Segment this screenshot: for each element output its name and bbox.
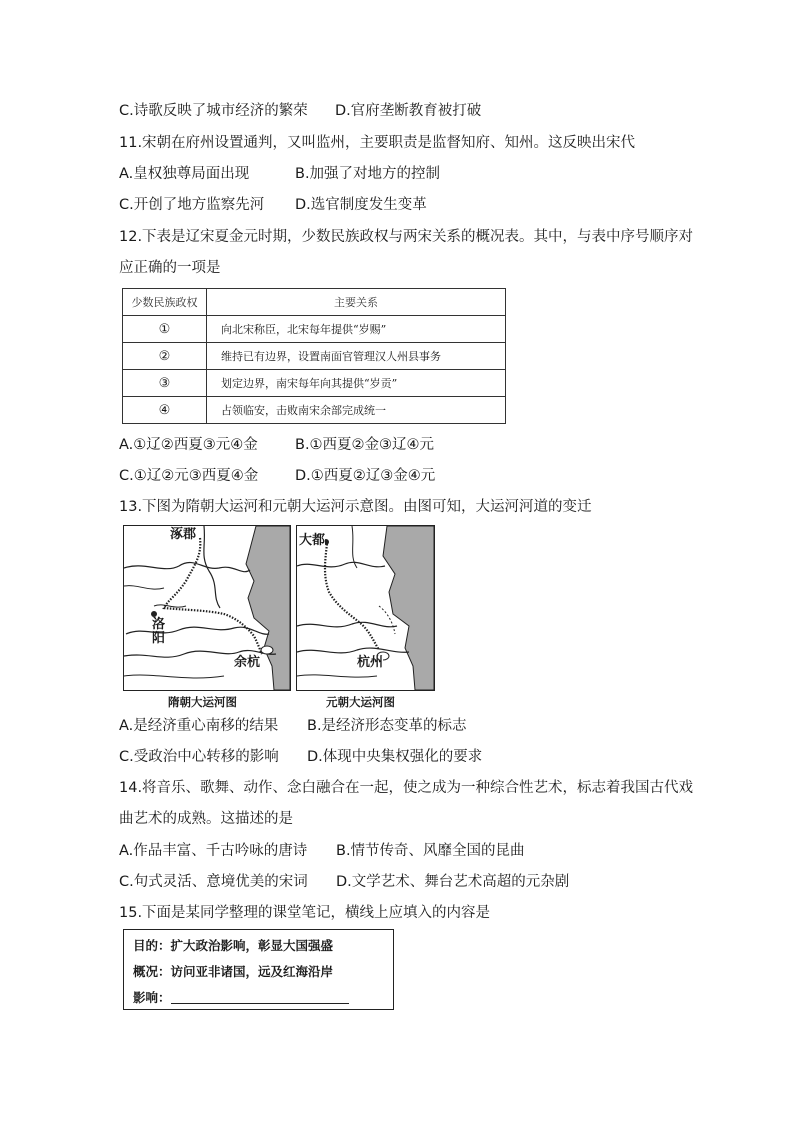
yuan-canal-map <box>296 525 435 691</box>
table-cell-relation: 向北宋称臣，北宋每年提供“岁赐” <box>207 316 506 343</box>
q12-option-d: D.①西夏②辽③金④元 <box>295 468 436 484</box>
table-header-regime: 少数民族政权 <box>123 289 207 316</box>
table-row <box>123 343 506 370</box>
q11-stem: 11.宋朝在府州设置通判，又叫监州，主要职责是监督知府、知州。这反映出宋代 <box>119 135 636 151</box>
q14-option-b: B.情节传奇、风靡全国的昆曲 <box>336 843 525 859</box>
q11-option-b: B.加强了对地方的控制 <box>295 166 441 182</box>
table-header-row <box>123 289 506 316</box>
q15-stem: 15.下面是某同学整理的课堂笔记，横线上应填入的内容是 <box>119 905 491 921</box>
table-row <box>123 370 506 397</box>
q11-option-a: A.皇权独尊局面出现 <box>119 166 250 182</box>
table-cell-num: ③ <box>123 370 207 397</box>
q14-option-d: D.文学艺术、舞台艺术高超的元杂剧 <box>336 874 570 890</box>
q12-stem-line2: 应正确的一项是 <box>119 260 221 276</box>
q14-option-a: A.作品丰富、千古吟咏的唐诗 <box>119 843 308 859</box>
table-header-relation: 主要关系 <box>207 289 506 316</box>
note-impact-blank <box>171 990 349 1004</box>
table-row <box>123 397 506 424</box>
map-label-yang: 阳 <box>152 631 166 646</box>
q13-option-b: B.是经济形态变革的标志 <box>307 718 467 734</box>
q13-option-c: C.受政治中心转移的影响 <box>119 749 279 765</box>
note-overview: 概况：访问亚非诸国，远及红海沿岸 <box>133 964 334 979</box>
q15-note-box <box>123 929 394 1010</box>
map-label-dadu: 大都 <box>299 533 326 548</box>
q14-stem-line2: 曲艺术的成熟。这描述的是 <box>119 811 293 827</box>
q10-option-c: C.诗歌反映了城市经济的繁荣 <box>119 103 308 119</box>
q12-option-a: A.①辽②西夏③元④金 <box>119 437 258 453</box>
note-purpose: 目的：扩大政治影响，彰显大国强盛 <box>133 938 334 953</box>
q12-relation-table <box>122 288 506 424</box>
map-label-luo: 洛 <box>152 617 166 632</box>
note-impact-label: 影响： <box>133 990 171 1005</box>
yuan-map-caption: 元朝大运河图 <box>326 695 395 709</box>
table-cell-relation: 维持已有边界，设置南面官管理汉人州县事务 <box>207 343 506 370</box>
q12-option-b: B.①西夏②金③辽④元 <box>295 437 435 453</box>
table-row <box>123 316 506 343</box>
note-impact <box>133 988 349 1006</box>
q12-stem-line1: 12.下表是辽宋夏金元时期，少数民族政权与两宋关系的概况表。其中，与表中序号顺序对 <box>119 229 694 245</box>
q11-option-c: C.开创了地方监察先河 <box>119 197 265 213</box>
q12-option-c: C.①辽②元③西夏④金 <box>119 468 259 484</box>
q11-option-d: D.选官制度发生变革 <box>295 197 427 213</box>
table-cell-num: ② <box>123 343 207 370</box>
q14-option-c: C.句式灵活、意境优美的宋词 <box>119 874 308 890</box>
map-label-hangzhou: 杭州 <box>357 655 384 670</box>
table-cell-relation: 划定边界，南宋每年向其提供“岁贡” <box>207 370 506 397</box>
map-label-zhuojun: 涿郡 <box>170 527 197 542</box>
sui-canal-map <box>123 525 291 691</box>
table-cell-num: ① <box>123 316 207 343</box>
q10-option-d: D.官府垄断教育被打破 <box>335 103 482 119</box>
map-label-yuhang: 余杭 <box>234 655 261 670</box>
q14-stem-line1: 14.将音乐、歌舞、动作、念白融合在一起，使之成为一种综合性艺术，标志着我国古代戏 <box>119 780 694 796</box>
table-cell-num: ④ <box>123 397 207 424</box>
q13-option-d: D.体现中央集权强化的要求 <box>307 749 483 765</box>
q13-option-a: A.是经济重心南移的结果 <box>119 718 279 734</box>
q13-stem: 13.下图为隋朝大运河和元朝大运河示意图。由图可知，大运河河道的变迁 <box>119 499 592 515</box>
sui-map-caption: 隋朝大运河图 <box>168 695 237 709</box>
table-cell-relation: 占领临安，击败南宋余部完成统一 <box>207 397 506 424</box>
sui-map-graphic <box>124 526 290 690</box>
